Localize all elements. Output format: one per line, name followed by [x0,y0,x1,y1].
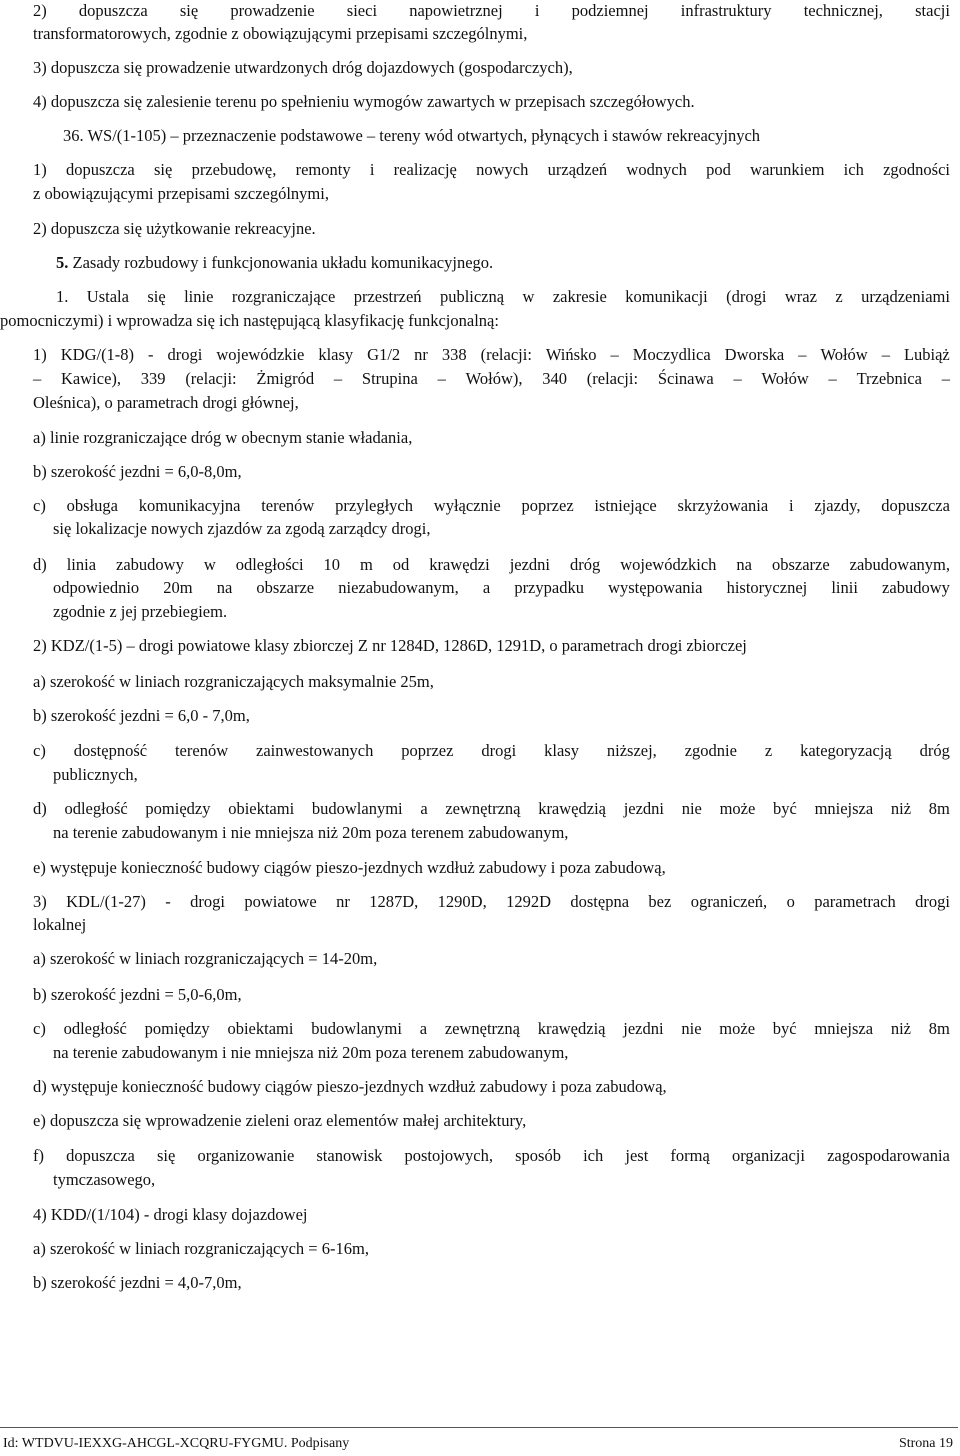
word: się [153,160,173,179]
word: nr [414,345,428,364]
word: a [482,578,491,597]
text-line: e) występuje konieczność budowy ciągów pieszo-jezdnych wzdłuż zabudowy i poza zabudową, [33,858,666,877]
word: dopuszcza [66,160,135,179]
word: zewnętrzną [445,799,521,818]
word: poprzez [401,741,454,760]
word: – [610,345,619,364]
word: sieci [346,1,378,20]
word: a [420,799,428,818]
word: - [148,345,154,364]
word: się [156,1146,176,1165]
word: Trzebnica [856,369,922,388]
word: zjazdy, [814,496,861,515]
section-heading: Zasady rozbudowy i funkcjonowania układu komunikacyjnego. [68,253,494,272]
word: jezdni [623,1019,664,1038]
word: 1292D [506,892,551,911]
word: wojewódzkie [216,345,305,364]
word: w [203,555,216,574]
word: przestrzeń [353,287,422,306]
text-line [56,253,493,273]
word: Wińsko [545,345,597,364]
word: skrzyżowania [677,496,769,515]
word: zabudowanym, [849,555,950,574]
word: Wołów), [465,369,523,388]
word: przebudowę, [191,160,277,179]
word: wyłącznie [433,496,501,515]
word: na [216,578,233,597]
word: organizowanie [197,1146,295,1165]
word: nr [336,892,350,911]
text-line [33,160,950,180]
word: nie [681,799,702,818]
word: – [798,345,807,364]
word: dopuszcza [78,1,148,20]
text-line [33,369,950,389]
word: postojowych, [404,1146,493,1165]
text-line: b) szerokość jezdni = 6,0 - 7,0m, [33,706,250,725]
word: dostępna [570,892,630,911]
word: Ustala [86,287,129,306]
word: poprzez [521,496,574,515]
word: stacji [915,1,950,20]
word: wraz [784,287,817,306]
word: zewnętrzną [444,1019,520,1038]
word: d) [33,555,47,574]
word: obiektami [228,799,295,818]
word: sposób [515,1146,561,1165]
word: parametrach [814,892,896,911]
word: c) [33,741,46,760]
word: Wołów [761,369,809,388]
word: rozgraniczające [231,287,336,306]
word: 340 [542,369,567,388]
word: KDL/(1-27) [66,892,146,911]
word: zgodności [883,160,950,179]
word: obsługa [66,496,118,515]
word: obiektami [227,1019,294,1038]
word: stanowisk [316,1146,383,1165]
text-line: 4) KDD/(1/104) - drogi klasy dojazdowej [33,1205,308,1224]
word: ich [843,160,864,179]
word: – [333,369,343,388]
word: dróg [919,741,950,760]
word: dopuszcza [66,1146,135,1165]
word: warunkiem [750,160,825,179]
text-line: b) szerokość jezdni = 4,0-7,0m, [33,1273,242,1292]
word: zabudowy [116,555,184,574]
word: podziemnej [571,1,649,20]
word: a [419,1019,428,1038]
word: przypadku [514,578,584,597]
word: przyległych [335,496,414,515]
word: G1/2 [367,345,401,364]
text-line [33,1019,950,1039]
word: Strupina [361,369,418,388]
word: mniejsza [814,799,874,818]
word: napowietrznej [409,1,503,20]
text-line: zgodnie z jej przebiegiem. [53,602,228,621]
word: (relacji: [586,369,639,388]
word: pod [706,160,731,179]
text-line: 2) KDZ/(1-5) – drogi powiatowe klasy zbiorczej Z nr 1284D, 1286D, 1291D, o parametrach drogi zbiorczej [33,636,747,655]
text-line: a) linie rozgraniczające dróg w obecnym stanie władania, [33,428,413,447]
word: prowadzenie [230,1,315,20]
text-line: pomocniczymi) i wprowadza się ich następującą klasyfikację funkcjonalną: [0,311,499,330]
word: mniejsza [814,1019,874,1038]
word: istniejące [594,496,657,515]
word: 1. [56,287,69,306]
word: publiczną [439,287,505,306]
word: 1) [33,345,47,364]
word: jezdni [623,799,665,818]
text-line: na terenie zabudowanym i nie mniejsza niż 20m poza terenem zabudowanym, [53,823,569,842]
word: – [941,369,950,388]
word: niż [890,1019,911,1038]
word: dopuszcza [881,496,950,515]
word: Dworska [724,345,785,364]
word: Kawice), [61,369,122,388]
word: Wołów [820,345,868,364]
word: klasy [544,741,579,760]
word: c) [33,1019,46,1038]
word: komunikacji [625,287,708,306]
word: budowlanymi [311,799,403,818]
word: terenów [174,741,229,760]
word: powiatowe [244,892,317,911]
text-line [33,555,950,575]
word: urządzeń [547,160,608,179]
text-line [33,1,950,21]
word: terenów [261,496,315,515]
word: – [828,369,837,388]
word: może [719,1019,756,1038]
word: c) [33,496,46,515]
word: nie [681,1019,702,1038]
word: m [359,555,373,574]
document-id: Id: WTDVU-IEXXG-AHCGL-XCQRU-FYGMU. Podpisany [3,1436,350,1451]
word: 1287D, [369,892,419,911]
text-line: a) szerokość w liniach rozgraniczających = 6-16m, [33,1239,369,1258]
word: wojewódzkich [620,555,717,574]
word: odległości [235,555,304,574]
word: jezdni [509,555,551,574]
word: linia [66,555,97,574]
word: drogi [481,741,517,760]
text-line: z obowiązującymi przepisami szczególnymi, [33,184,329,203]
word: 339 [140,369,166,388]
word: i [369,160,375,179]
word: (drogi [726,287,767,306]
word: zakresie [552,287,607,306]
word: jest [625,1146,649,1165]
word: w [522,287,535,306]
word: o [786,892,795,911]
word: bez [648,892,672,911]
word: linie [184,287,214,306]
text-line: na terenie zabudowanym i nie mniejsza niż 20m poza terenem zabudowanym, [53,1043,569,1062]
word: dróg [569,555,601,574]
text-line: a) szerokość w liniach rozgraniczających = 14-20m, [33,949,378,968]
word: dostępność [73,741,148,760]
word: – [437,369,446,388]
word: komunikacyjna [138,496,241,515]
text-line [33,892,950,912]
word: pomiędzy [145,799,211,818]
word: 3) [33,892,47,911]
word: drogi [190,892,225,911]
word: odpowiednio [53,578,140,597]
word: 8m [928,1019,950,1038]
word: niezabudowanym, [338,578,459,597]
word: 8m [928,799,950,818]
word: 10 [323,555,340,574]
word: remonty [295,160,351,179]
text-line: b) szerokość jezdni = 5,0-6,0m, [33,985,242,1004]
word: i [788,496,794,515]
text-line [33,741,950,761]
word: infrastruktury [680,1,772,20]
page-number: Strona 19 [898,1436,953,1451]
footer-divider [0,1427,958,1428]
text-line: lokalnej [33,915,87,934]
word: Moczydlica [632,345,711,364]
word: urządzeniami [861,287,950,306]
text-line [33,496,950,516]
word: wodnych [626,160,687,179]
word: Lubiąż [903,345,950,364]
word: (relacji: [185,369,237,388]
text-line: a) szerokość w liniach rozgraniczających maksymalnie 25m, [33,672,434,691]
word: zgodnie [684,741,737,760]
text-line: się lokalizacje nowych zjazdów za zgodą zarządcy drogi, [53,519,431,538]
word: budowlanymi [311,1019,402,1038]
text-line: 2) dopuszcza się użytkowanie rekreacyjne. [33,219,316,238]
word: nowych [476,160,529,179]
word: krawędzi [429,555,490,574]
word: z [835,287,843,306]
word: 2) [33,1,47,20]
word: Żmigród [256,369,315,388]
word: kategoryzacją [800,741,892,760]
word: – [33,369,42,388]
text-line: e) dopuszcza się wprowadzenie zieleni oraz elementów małej architektury, [33,1111,527,1130]
word: występowania [608,578,703,597]
word: – [733,369,742,388]
word: krawędzią [537,1019,606,1038]
section-number: 5. [56,253,69,272]
word: z [764,741,773,760]
word: i [534,1,540,20]
word: być [772,1019,797,1038]
word: realizację [393,160,457,179]
text-line [33,345,950,365]
word: drogi [915,892,950,911]
word: obszarze [256,578,315,597]
text-line: Oleśnica), o parametrach drogi głównej, [33,393,299,412]
word: pomiędzy [144,1019,210,1038]
text-line: tymczasowego, [53,1170,156,1189]
word: 1290D, [437,892,487,911]
word: zagospodarowania [827,1146,950,1165]
text-line: transformatorowych, zgodnie z obowiązującymi przepisami szczególnymi, [33,24,528,43]
word: (relacji: [480,345,532,364]
word: historycznej [726,578,808,597]
word: ich [583,1146,604,1165]
word: ograniczeń, [690,892,768,911]
word: się [147,287,166,306]
word: Ścinawa [657,369,714,388]
word: być [773,799,797,818]
word: – [881,345,890,364]
word: się [179,1,199,20]
word: linii [831,578,858,597]
word: 1) [33,160,47,179]
text-line [56,287,950,307]
word: obszarze [771,555,830,574]
word: od [392,555,410,574]
text-line [33,1146,950,1166]
word: niż [890,799,912,818]
text-line: 3) dopuszcza się prowadzenie utwardzonych dróg dojazdowych (gospodarczych), [33,58,573,77]
word: krawędzią [538,799,606,818]
word: niższej, [606,741,657,760]
text-line: b) szerokość jezdni = 6,0-8,0m, [33,462,242,481]
word: odległość [63,1019,127,1038]
text-line: 36. WS/(1-105) – przeznaczenie podstawowe – tereny wód otwartych, płynących i stawów rekreacyjnych [63,126,761,145]
text-line: 4) dopuszcza się zalesienie terenu po spełnieniu wymogów zawartych w przepisach szczegółowych. [33,92,695,111]
word: na [736,555,752,574]
word: d) [33,799,47,818]
text-line: publicznych, [53,765,138,784]
text-line [33,799,950,819]
word: klasy [318,345,354,364]
text-line [53,578,950,598]
word: technicznej, [803,1,883,20]
word: - [165,892,171,911]
word: f) [33,1146,44,1165]
word: zainwestowanych [256,741,374,760]
word: 20m [163,578,193,597]
word: zabudowy [882,578,950,597]
word: drogi [167,345,203,364]
word: odległość [64,799,128,818]
word: formą [670,1146,710,1165]
word: może [719,799,756,818]
word: 338 [441,345,467,364]
text-line: d) występuje konieczność budowy ciągów pieszo-jezdnych wzdłuż zabudowy i poza zabudową, [33,1077,667,1096]
word: KDG/(1-8) [60,345,135,364]
word: organizacji [731,1146,805,1165]
